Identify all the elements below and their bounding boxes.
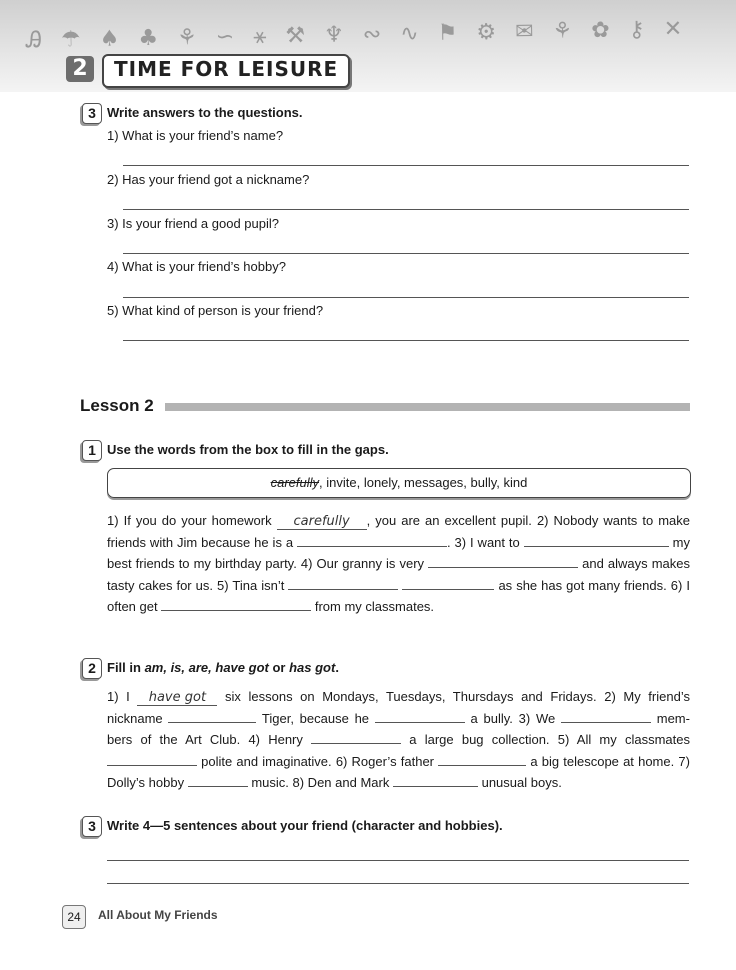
gap-field[interactable]	[524, 532, 669, 547]
task1-text	[107, 510, 690, 618]
question-4: 4) What is your friend’s hobby?	[107, 259, 286, 274]
text-segment: six lessons on Mondays, Tuesdays, Thursdays and Fridays. 2) My friend’s nickname	[107, 689, 690, 726]
answer-line-4[interactable]	[123, 297, 689, 298]
instruction-text: Fill in	[107, 660, 145, 675]
text-segment: 1) I	[107, 689, 130, 704]
doodle-strip: Ꭿ ☂ ♠ ♣ ⚘ ∽ ⚹ ⚒ ♆ ∾ ∿ ⚑ ⚙ ✉ ⚘ ✿ ⚷ ✕	[25, 16, 689, 54]
instruction-text: or	[268, 660, 290, 675]
page-number: 24	[62, 905, 86, 929]
gap-field[interactable]	[161, 596, 311, 611]
example-answer: carefully	[277, 515, 367, 530]
answer-line-5[interactable]	[123, 340, 689, 341]
text-segment: Tiger, because he	[261, 710, 370, 726]
text-segment: a big telescope at home. 7) Dolly’s hobby	[107, 753, 690, 790]
lesson-divider	[165, 403, 690, 411]
text-segment: . 3) I want to	[447, 534, 520, 550]
gap-field[interactable]	[168, 708, 256, 723]
gap-field[interactable]	[393, 772, 478, 787]
answer-line-3[interactable]	[123, 253, 689, 254]
text-segment: polite and imaginative. 6) Roger’s father	[201, 753, 434, 769]
gap-field[interactable]	[107, 751, 197, 766]
word-box	[107, 468, 691, 498]
example-answer: have got	[137, 691, 217, 706]
text-segment: a bully. 3) We	[470, 710, 556, 726]
text-segment: and always makes tasty cakes for us. 5) Tina isn’t	[107, 556, 690, 593]
question-5: 5) What kind of person is your friend?	[107, 303, 324, 318]
task-instruction: Write answers to the questions.	[107, 105, 303, 120]
text-segment: from my classmates.	[314, 599, 435, 614]
text-segment: a large bug collection. 5) All my classmates	[409, 732, 690, 747]
question-2: 2) Has your friend got a nickname?	[107, 172, 310, 187]
gap-field[interactable]	[561, 708, 651, 723]
gap-field[interactable]	[402, 575, 494, 590]
text-segment: as she has got many friends. 6) I often get	[107, 577, 690, 614]
crossed-word: carefully	[270, 475, 320, 490]
gap-field[interactable]	[311, 729, 401, 744]
task-instruction: Write 4—5 sentences about your friend (character and hobbies).	[107, 818, 503, 833]
unit-number: 2	[66, 56, 94, 82]
unit-banner	[0, 0, 736, 92]
answer-line-1[interactable]	[123, 165, 689, 166]
text-segment: mem-bers of the Art Club. 4) Henry	[107, 710, 690, 747]
writing-line-2[interactable]	[107, 883, 689, 884]
footer-section-title: All About My Friends	[98, 908, 218, 922]
task-instruction: Fill in am, is, are, have got or has got.	[107, 660, 339, 675]
text-segment: 1) If you do your homework	[107, 513, 272, 528]
gap-field[interactable]	[297, 532, 447, 547]
word-list: , invite, lonely, messages, bully, kind	[319, 475, 528, 490]
text-segment: my best friends to my birthday party. 4) Our granny is very	[107, 534, 690, 571]
text-segment: , you are an excellent pupil. 2) Nobody wants to make friends with Jim because he is a	[107, 513, 690, 550]
writing-line-1[interactable]	[107, 860, 689, 861]
task2-text	[107, 686, 690, 794]
answer-line-2[interactable]	[123, 209, 689, 210]
instruction-keywords: am, is, are, have got	[144, 660, 269, 675]
task-instruction: Use the words from the box to fill in the gaps.	[107, 442, 389, 457]
task-number: 2	[82, 658, 102, 679]
unit-title: TIME FOR LEISURE	[102, 54, 350, 88]
question-3: 3) Is your friend a good pupil?	[107, 216, 279, 231]
gap-field[interactable]	[428, 553, 578, 568]
task-number: 1	[82, 440, 102, 461]
instruction-keyword: has got	[289, 660, 336, 675]
task-number: 3	[82, 103, 102, 124]
gap-field[interactable]	[288, 575, 398, 590]
text-segment: music. 8) Den and Mark	[251, 775, 390, 790]
lesson-title: Lesson 2	[80, 396, 154, 415]
gap-field[interactable]	[375, 708, 465, 723]
task-number: 3	[82, 816, 102, 837]
gap-field[interactable]	[438, 751, 526, 766]
text-segment: unusual boys.	[481, 775, 562, 790]
question-1: 1) What is your friend’s name?	[107, 128, 284, 143]
gap-field[interactable]	[188, 772, 248, 787]
